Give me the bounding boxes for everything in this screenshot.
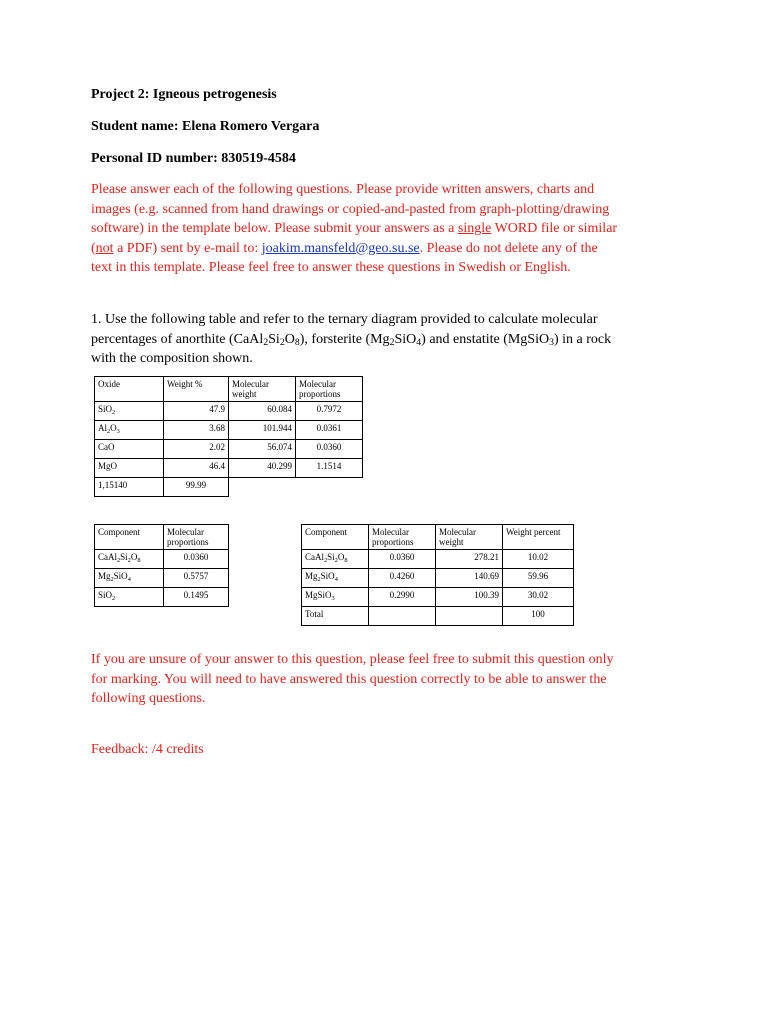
project-title: Project 2: Igneous petrogenesis (91, 87, 277, 102)
value-cell: 0.7972 (296, 402, 363, 421)
header-cell: Component (302, 525, 369, 550)
value-cell: 60.084 (229, 402, 296, 421)
table-row (95, 402, 363, 421)
text-run: WORD file or similar (491, 221, 618, 236)
value-cell: 30.02 (503, 588, 574, 607)
question-1-line-2 (91, 330, 691, 350)
value-cell: 0.1495 (164, 588, 229, 607)
text-run: ), forsterite (Mg (299, 331, 390, 347)
value-cell: 0.0360 (164, 550, 229, 569)
table-header-row (302, 525, 574, 550)
value-cell: 46.4 (164, 459, 229, 478)
value-cell: 140.69 (436, 569, 503, 588)
question-1 (91, 310, 691, 369)
value-cell: 40.299 (229, 459, 296, 478)
component-cell: SiO$_2$ (95, 588, 164, 607)
instructions-line-4 (91, 239, 691, 259)
table-row (95, 550, 229, 569)
header-cell: Weight % (164, 377, 229, 402)
student-name: Student name: Elena Romero Vergara (91, 119, 320, 134)
empty-cell (296, 478, 363, 497)
table-row (302, 550, 574, 569)
header-cell: Molecular proportions (164, 525, 229, 550)
oxide-cell: $Al_2O_3$ (95, 421, 164, 440)
value-cell: 2.02 (164, 440, 229, 459)
header-cell: Weight percent (503, 525, 574, 550)
total-cell: 1,15140 (95, 478, 164, 497)
table-row (95, 440, 363, 459)
value-cell: 0.0360 (296, 440, 363, 459)
value-cell: 0.5757 (164, 569, 229, 588)
oxide-cell: CaO (95, 440, 164, 459)
value-cell: 278.21 (436, 550, 503, 569)
value-cell: 101.944 (229, 421, 296, 440)
instructions-line-3 (91, 219, 691, 239)
header-cell: Oxide (95, 377, 164, 402)
text-run: a PDF) sent by e-mail to: (113, 240, 262, 256)
value-cell: 0.0361 (296, 421, 363, 440)
instructions-line-5: text in this template. Please feel free to answer these questions in Swedish or English. (91, 260, 571, 275)
text-run: O (284, 331, 295, 347)
weight-percent-table (301, 524, 574, 626)
text-run: Si (268, 331, 280, 347)
table-total-row (95, 478, 363, 497)
value-cell: 56.074 (229, 440, 296, 459)
underlined-single: single (457, 221, 492, 236)
subscript: 8 (294, 336, 300, 348)
underlined-not: not (95, 240, 114, 256)
header-cell: Molecular proportions (296, 377, 363, 402)
header-cell: Molecular proportions (369, 525, 436, 550)
value-cell: 1.1514 (296, 459, 363, 478)
empty-cell (436, 607, 503, 626)
email-link[interactable]: joakim.mansfeld@geo.su.se (261, 240, 420, 256)
header-cell: Component (95, 525, 164, 550)
total-cell: Total (302, 607, 369, 626)
text-run: SiO (394, 331, 417, 347)
instructions-line-1: Please answer each of the following questions. Please provide written answers, charts and (91, 182, 595, 197)
note-line-3: following questions. (91, 691, 206, 706)
text-run: . Please do not delete any of the (419, 240, 598, 256)
subscript: 4 (416, 336, 422, 348)
value-cell: 47.9 (164, 402, 229, 421)
text-run: ( (91, 240, 96, 256)
personal-id: Personal ID number: 830519-4584 (91, 151, 296, 166)
table-row (95, 569, 229, 588)
component-cell: $CaAl_2Si_2O_8$ (95, 550, 164, 569)
table-row (302, 588, 574, 607)
text-run: software) in the template below. Please submit your answers as a (91, 221, 458, 236)
component-cell: MgSiO$_3$ (302, 588, 369, 607)
value-cell: 0.2990 (369, 588, 436, 607)
component-table (94, 524, 229, 607)
table-row (95, 588, 229, 607)
value-cell: 0.4260 (369, 569, 436, 588)
subscript: 2 (263, 336, 269, 348)
instructions-line-2: images (e.g. scanned from hand drawings or copied-and-pasted from graph-plotting/drawing (91, 201, 610, 217)
header-cell: Molecular weight (229, 377, 296, 402)
marking-note (91, 650, 691, 709)
table-row (95, 459, 363, 478)
question-1-line-3: with the composition shown. (91, 351, 253, 366)
table-row (95, 421, 363, 440)
feedback-line: Feedback: /4 credits (91, 742, 204, 757)
value-cell: 59.96 (503, 569, 574, 588)
oxide-table (94, 376, 363, 497)
total-cell: 100 (503, 607, 574, 626)
value-cell: 3.68 (164, 421, 229, 440)
empty-cell (369, 607, 436, 626)
header-cell: Molecular weight (436, 525, 503, 550)
note-line-1: If you are unsure of your answer to this question, please feel free to submit this question only (91, 652, 614, 667)
text-run: ) and enstatite (MgSiO (421, 331, 550, 347)
note-line-2: for marking. You will need to have answered this question correctly to be able to answer the (91, 671, 607, 687)
table-header-row (95, 377, 363, 402)
component-cell: $Mg_2SiO_4$ (302, 569, 369, 588)
empty-cell (229, 478, 296, 497)
subscript: 3 (549, 336, 554, 348)
subscript: 2 (279, 336, 285, 348)
instructions (91, 180, 691, 278)
total-cell: 99.99 (164, 478, 229, 497)
subscript: 2 (389, 336, 395, 348)
component-cell: $Mg_2SiO_4$ (95, 569, 164, 588)
text-run: ) in a rock (554, 331, 612, 347)
value-cell: 100.39 (436, 588, 503, 607)
oxide-cell: SiO$_2$ (95, 402, 164, 421)
question-1-line-1: 1. Use the following table and refer to the ternary diagram provided to calculate molecular (91, 312, 598, 327)
text-run: percentages of anorthite (CaAl (91, 331, 264, 347)
component-cell: $CaAl_2Si_2O_8$ (302, 550, 369, 569)
table-row (302, 569, 574, 588)
table-header-row (95, 525, 229, 550)
value-cell: 0.0360 (369, 550, 436, 569)
oxide-cell: MgO (95, 459, 164, 478)
value-cell: 10.02 (503, 550, 574, 569)
table-total-row (302, 607, 574, 626)
